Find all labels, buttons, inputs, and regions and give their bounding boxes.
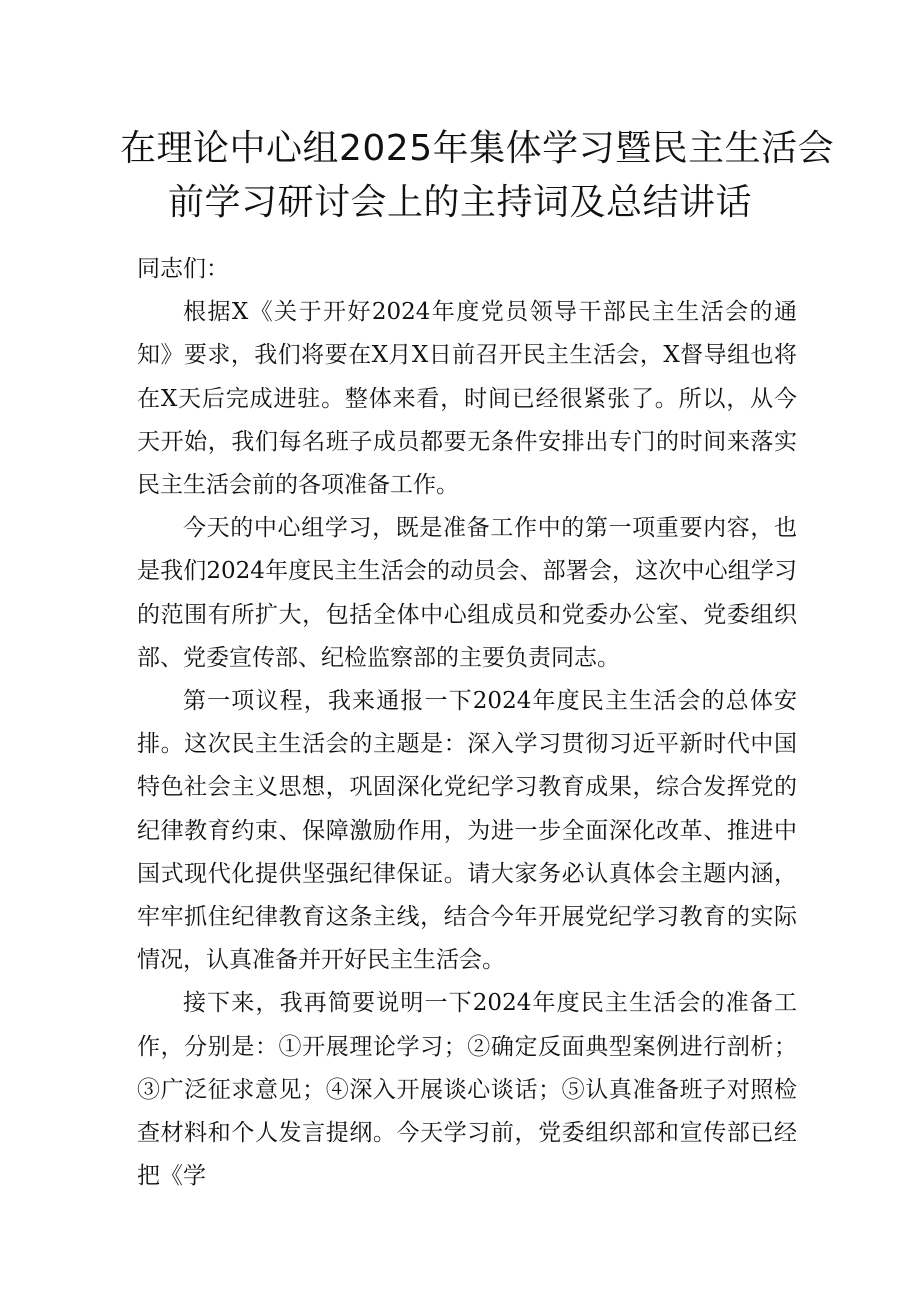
title-line-2: 前学习研讨会上的主持词及总结讲话 — [167, 182, 752, 223]
document-title — [120, 122, 835, 230]
paragraph-notice: 根据X《关于开好2024年度党员领导干部民主生活会的通知》要求，我们将要在X月X日前召开民主生活会，X督导组也将在X天后完成进驻。整体来看，时间已经很紧张了。所以，从今天开始，我们每名班子成员都要无条件安排出专门的时间来落实民主生活会前的各项准备工作。 — [137, 299, 797, 499]
paragraph-preparation: 接下来，我再简要说明一下2024年度民主生活会的准备工作，分别是：①开展理论学习；②确定反面典型案例进行剖析；③广泛征求意见；④深入开展谈心谈话；⑤认真准备班子对照检查材料和个人发言提纲。今天学习前，党委组织部和宣传部已经把《学 — [137, 990, 797, 1190]
paragraph-agenda-theme: 第一项议程，我来通报一下2024年度民主生活会的总体安排。这次民主生活会的主题是：深入学习贯彻习近平新时代中国特色社会主义思想，巩固深化党纪学习教育成果，综合发挥党的纪律教育约束、保障激励作用，为进一步全面深化改革、推进中国式现代化提供坚强纪律保证。请大家务必认真体会主题内涵，牢牢抓住纪律教育这条主线，结合今年开展党纪学习教育的实际情况，认真准备并开好民主生活会。 — [137, 688, 797, 974]
title-line-1: 在理论中心组2025年集体学习暨民主生活会 — [120, 128, 835, 169]
paragraph-study-scope: 今天的中心组学习，既是准备工作中的第一项重要内容，也是我们2024年度民主生活会的动员会、部署会，这次中心组学习的范围有所扩大，包括全体中心组成员和党委办公室、党委组织部、党委宣传部、纪检监察部的主要负责同志。 — [137, 515, 797, 671]
document-body — [137, 248, 797, 1198]
salutation: 同志们： — [137, 256, 229, 282]
